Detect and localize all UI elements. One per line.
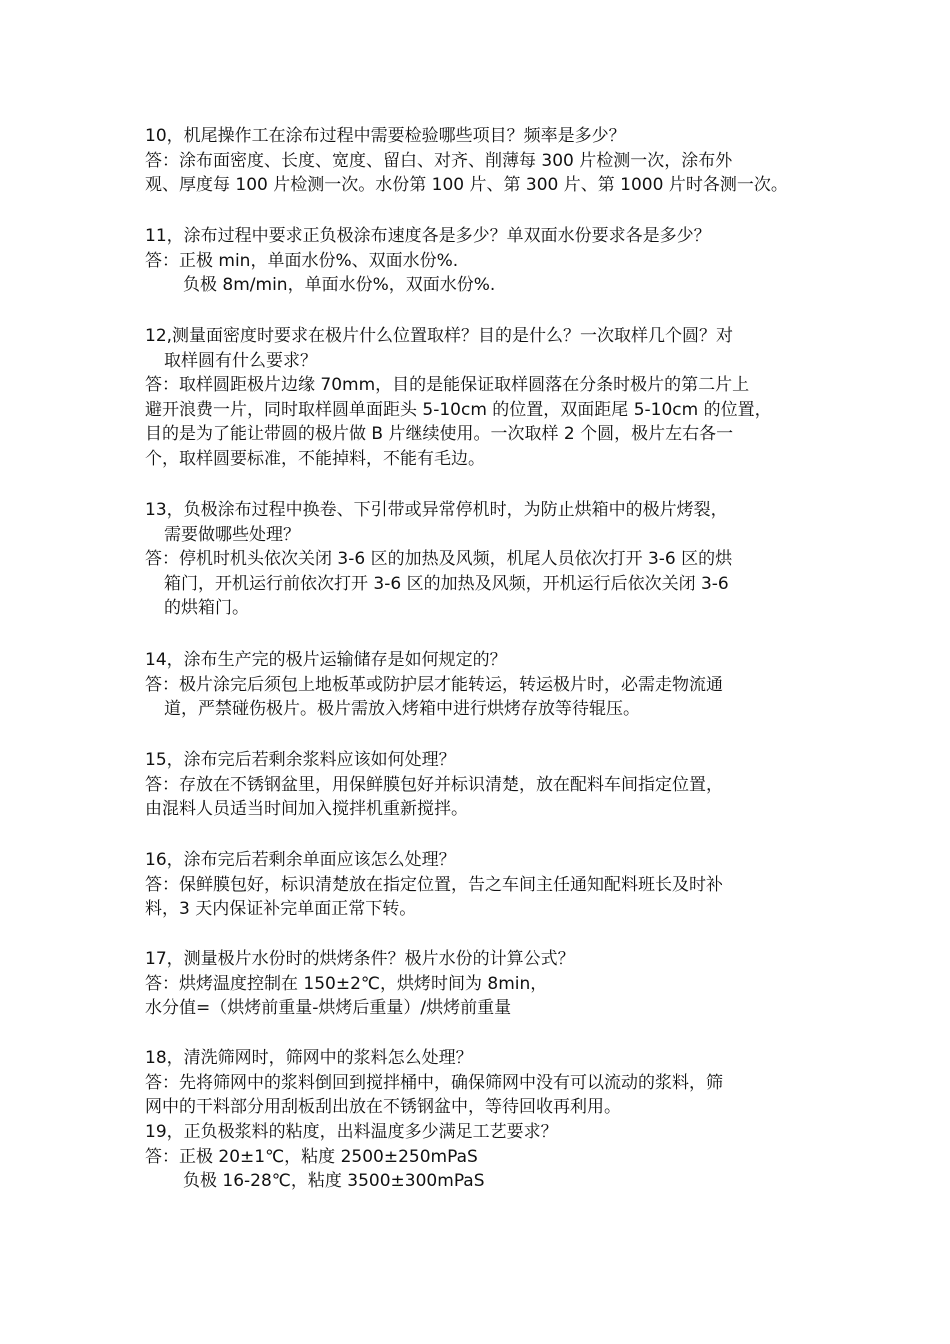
qa-item-15 xyxy=(145,748,825,822)
answer-16-line-2: 料，3 天内保证补完单面正常下转。 xyxy=(145,899,417,919)
qa-item-11 xyxy=(145,224,825,298)
question-11: 11，涂布过程中要求正负极涂布速度各是多少？单双面水份要求各是多少？ xyxy=(145,226,711,246)
qa-item-14 xyxy=(145,648,825,722)
answer-15-line-1: 答：存放在不锈钢盆里，用保鲜膜包好并标识清楚，放在配料车间指定位置， xyxy=(145,774,723,795)
answer-12-line-2: 避开浪费一片，同时取样圆单面距头 5-10cm 的位置，双面距尾 5-10cm 的位置， xyxy=(145,399,772,420)
answer-14-line-2: 道，严禁碰伤极片。极片需放入烤箱中进行烘烤存放等待辊压。 xyxy=(164,699,640,719)
question-16: 16，涂布完后若剩余单面应该怎么处理？ xyxy=(145,850,456,870)
answer-16-line-1: 答：保鲜膜包好，标识清楚放在指定位置，告之车间主任通知配料班长及时补 xyxy=(145,874,723,895)
question-12-line-2: 取样圆有什么要求？ xyxy=(164,350,317,371)
answer-12-line-3: 目的是为了能让带圆的极片做 B 片继续使用。一次取样 2 个圆，极片左右各一 xyxy=(145,424,734,444)
question-14: 14，涂布生产完的极片运输储存是如何规定的？ xyxy=(145,650,507,670)
answer-12-line-4: 个，取样圆要标准，不能掉料，不能有毛边。 xyxy=(145,448,485,469)
question-10: 10，机尾操作工在涂布过程中需要检验哪些项目？频率是多少？ xyxy=(145,126,626,146)
answer-12-line-1: 答：取样圆距极片边缘 70mm，目的是能保证取样圆落在分条时极片的第二片上 xyxy=(145,375,750,395)
answer-10-line-2: 观、厚度每 100 片检测一次。水份第 100 片、第 300 片、第 1000 片时各测一次。 xyxy=(145,175,788,195)
answer-13-line-1: 答：停机时机头依次关闭 3-6 区的加热及风频，机尾人员依次打开 3-6 区的烘 xyxy=(145,549,733,569)
answer-15-line-2: 由混料人员适当时间加入搅拌机重新搅拌。 xyxy=(145,799,468,819)
qa-item-12 xyxy=(145,324,825,471)
qa-item-10 xyxy=(145,124,825,198)
answer-18-line-2: 网中的干料部分用刮板刮出放在不锈钢盆中，等待回收再利用。 xyxy=(145,1097,621,1117)
answer-17-line-1: 答：烘烤温度控制在 150±2℃，烘烤时间为 8min， xyxy=(145,973,548,994)
qa-item-13 xyxy=(145,498,825,621)
answer-17-line-2: 水分值=（烘烤前重量-烘烤后重量）/烘烤前重量 xyxy=(145,998,512,1018)
question-13-line-1: 13，负极涂布过程中换卷、下引带或异常停机时，为防止烘箱中的极片烤裂， xyxy=(145,500,728,520)
qa-item-17 xyxy=(145,947,825,1021)
question-13-line-2: 需要做哪些处理？ xyxy=(164,524,300,545)
answer-18-line-1: 答：先将筛网中的浆料倒回到搅拌桶中，确保筛网中没有可以流动的浆料，筛 xyxy=(145,1072,723,1093)
answer-11-line-2: 负极 8m/min，单面水份%，双面水份%. xyxy=(183,275,496,295)
question-19: 19，正负极浆料的粘度，出料温度多少满足工艺要求？ xyxy=(145,1122,558,1142)
answer-19-line-2: 负极 16-28℃，粘度 3500±300mPaS xyxy=(183,1171,485,1191)
qa-item-16 xyxy=(145,848,825,922)
qa-item-18 xyxy=(145,1046,825,1120)
answer-19-line-1: 答：正极 20±1℃，粘度 2500±250mPaS xyxy=(145,1146,478,1167)
answer-10-line-1: 答：涂布面密度、长度、宽度、留白、对齐、削薄每 300 片检测一次，涂布外 xyxy=(145,150,733,171)
answer-14-line-1: 答：极片涂完后须包上地板革或防护层才能转运，转运极片时，必需走物流通 xyxy=(145,674,723,695)
answer-13-line-2: 箱门，开机运行前依次打开 3-6 区的加热及风频，开机运行后依次关闭 3-6 xyxy=(164,573,729,594)
question-15: 15，涂布完后若剩余浆料应该如何处理？ xyxy=(145,750,456,770)
answer-13-line-3: 的烘箱门。 xyxy=(164,598,249,618)
question-12-line-1: 12,测量面密度时要求在极片什么位置取样？目的是什么？一次取样几个圆？对 xyxy=(145,326,734,346)
question-17: 17，测量极片水份时的烘烤条件？极片水份的计算公式？ xyxy=(145,949,575,969)
qa-item-19 xyxy=(145,1120,825,1194)
answer-11-line-1: 答：正极 min，单面水份%、双面水份%. xyxy=(145,250,459,271)
question-18: 18，清洗筛网时，筛网中的浆料怎么处理？ xyxy=(145,1048,473,1068)
